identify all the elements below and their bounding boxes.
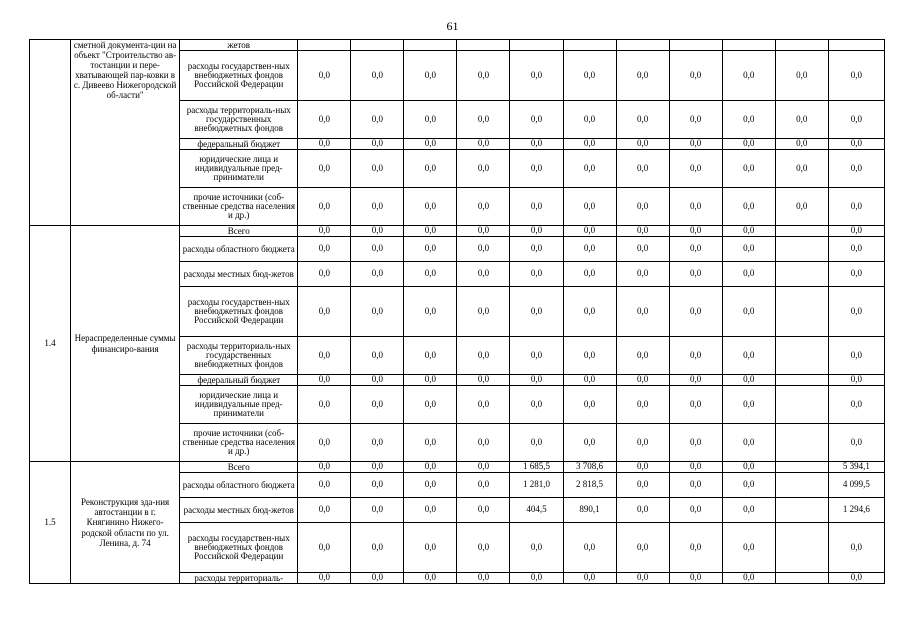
value-cell: 0,0 [510, 424, 563, 462]
value-cell: 0,0 [722, 375, 775, 386]
funding-source: расходы областного бюджета [180, 237, 298, 262]
row-code: 1.5 [30, 462, 71, 584]
row-code: 1.4 [30, 226, 71, 462]
funding-source: расходы государствен-ных внебюджетных фондов Российской Федерации [180, 523, 298, 573]
value-cell: 0,0 [510, 287, 563, 337]
value-cell [775, 462, 828, 473]
value-cell: 0,0 [775, 188, 828, 226]
value-cell: 0,0 [563, 386, 616, 424]
value-cell: 0,0 [669, 237, 722, 262]
value-cell: 0,0 [351, 573, 404, 584]
funding-source: юридические лица и индивидуальные пред-приниматели [180, 150, 298, 188]
value-cell: 0,0 [616, 462, 669, 473]
value-cell: 0,0 [669, 386, 722, 424]
measure-name: сметной документа-ции на объект "Строительство ав-тостанции и пере-хватывающей пар-ковки в с. Дивеево Нижегородской об-ласти" [71, 40, 180, 226]
value-cell: 0,0 [616, 101, 669, 139]
value-cell: 1 294,6 [828, 498, 884, 523]
value-cell: 0,0 [669, 462, 722, 473]
value-cell: 0,0 [457, 337, 510, 375]
value-cell: 0,0 [510, 262, 563, 287]
value-cell: 0,0 [563, 150, 616, 188]
value-cell: 0,0 [563, 101, 616, 139]
value-cell: 0,0 [563, 226, 616, 237]
value-cell: 0,0 [669, 523, 722, 573]
value-cell [404, 40, 457, 51]
value-cell: 0,0 [404, 424, 457, 462]
funding-source: расходы территориаль-ных государственных внебюджетных фондов [180, 101, 298, 139]
value-cell: 0,0 [510, 337, 563, 375]
value-cell: 0,0 [616, 51, 669, 101]
value-cell: 0,0 [669, 188, 722, 226]
value-cell: 3 708,6 [563, 462, 616, 473]
value-cell: 0,0 [351, 424, 404, 462]
value-cell: 0,0 [669, 262, 722, 287]
value-cell: 0,0 [669, 375, 722, 386]
value-cell [457, 40, 510, 51]
value-cell: 0,0 [351, 51, 404, 101]
value-cell [775, 237, 828, 262]
funding-source: федеральный бюджет [180, 375, 298, 386]
value-cell: 0,0 [828, 188, 884, 226]
value-cell: 0,0 [669, 573, 722, 584]
value-cell: 0,0 [828, 287, 884, 337]
value-cell: 0,0 [722, 462, 775, 473]
value-cell: 890,1 [563, 498, 616, 523]
value-cell: 0,0 [669, 150, 722, 188]
value-cell: 0,0 [298, 51, 351, 101]
value-cell: 0,0 [775, 139, 828, 150]
value-cell: 0,0 [298, 337, 351, 375]
value-cell: 0,0 [722, 51, 775, 101]
value-cell: 0,0 [298, 188, 351, 226]
value-cell: 0,0 [351, 150, 404, 188]
value-cell: 0,0 [404, 237, 457, 262]
table-row [30, 40, 885, 51]
value-cell [775, 424, 828, 462]
value-cell: 0,0 [510, 573, 563, 584]
value-cell: 0,0 [669, 337, 722, 375]
value-cell: 0,0 [563, 337, 616, 375]
value-cell: 0,0 [510, 150, 563, 188]
value-cell: 0,0 [457, 523, 510, 573]
funding-source: Всего [180, 462, 298, 473]
value-cell: 0,0 [775, 51, 828, 101]
value-cell: 0,0 [616, 386, 669, 424]
value-cell: 0,0 [616, 337, 669, 375]
value-cell: 0,0 [298, 424, 351, 462]
value-cell: 0,0 [828, 237, 884, 262]
funding-source: прочие источники (соб-ственные средства населения и др.) [180, 424, 298, 462]
value-cell: 0,0 [298, 139, 351, 150]
value-cell: 404,5 [510, 498, 563, 523]
value-cell: 0,0 [404, 498, 457, 523]
value-cell: 0,0 [775, 150, 828, 188]
value-cell: 0,0 [828, 262, 884, 287]
value-cell: 0,0 [457, 287, 510, 337]
value-cell: 0,0 [298, 573, 351, 584]
value-cell: 0,0 [616, 150, 669, 188]
funding-source: расходы территориаль- [180, 573, 298, 584]
value-cell: 0,0 [404, 462, 457, 473]
value-cell: 0,0 [404, 523, 457, 573]
value-cell [775, 386, 828, 424]
value-cell: 0,0 [828, 375, 884, 386]
value-cell: 0,0 [563, 51, 616, 101]
value-cell: 0,0 [563, 188, 616, 226]
value-cell: 0,0 [722, 337, 775, 375]
value-cell: 0,0 [563, 237, 616, 262]
value-cell: 0,0 [298, 462, 351, 473]
funding-source: расходы местных бюд-жетов [180, 498, 298, 523]
value-cell [616, 40, 669, 51]
value-cell: 0,0 [457, 386, 510, 424]
value-cell: 0,0 [722, 150, 775, 188]
value-cell: 0,0 [563, 523, 616, 573]
value-cell: 0,0 [404, 386, 457, 424]
value-cell: 0,0 [298, 237, 351, 262]
value-cell: 0,0 [616, 287, 669, 337]
value-cell: 0,0 [351, 226, 404, 237]
value-cell: 0,0 [669, 498, 722, 523]
funding-source: расходы областного бюджета [180, 473, 298, 498]
value-cell: 0,0 [351, 523, 404, 573]
value-cell: 0,0 [351, 473, 404, 498]
financing-table [29, 39, 885, 584]
value-cell: 0,0 [351, 139, 404, 150]
value-cell: 0,0 [828, 523, 884, 573]
value-cell: 0,0 [563, 375, 616, 386]
value-cell: 0,0 [669, 139, 722, 150]
table-row [30, 462, 885, 473]
value-cell: 0,0 [510, 51, 563, 101]
page-number: 61 [446, 19, 459, 33]
value-cell: 0,0 [404, 262, 457, 287]
value-cell: 0,0 [828, 337, 884, 375]
value-cell [775, 40, 828, 51]
value-cell: 0,0 [404, 188, 457, 226]
value-cell [775, 523, 828, 573]
value-cell: 0,0 [669, 51, 722, 101]
value-cell: 0,0 [351, 386, 404, 424]
value-cell [351, 40, 404, 51]
value-cell: 0,0 [722, 424, 775, 462]
value-cell: 0,0 [457, 462, 510, 473]
value-cell: 0,0 [298, 101, 351, 139]
value-cell [828, 40, 884, 51]
value-cell: 0,0 [404, 139, 457, 150]
value-cell: 0,0 [298, 287, 351, 337]
value-cell: 0,0 [510, 101, 563, 139]
value-cell: 0,0 [722, 262, 775, 287]
value-cell: 5 394,1 [828, 462, 884, 473]
funding-source: расходы местных бюд-жетов [180, 262, 298, 287]
value-cell: 0,0 [722, 523, 775, 573]
value-cell: 0,0 [404, 375, 457, 386]
value-cell: 0,0 [351, 188, 404, 226]
value-cell: 0,0 [775, 101, 828, 139]
value-cell: 0,0 [457, 101, 510, 139]
value-cell: 0,0 [510, 523, 563, 573]
table-body [30, 40, 885, 584]
value-cell: 0,0 [457, 139, 510, 150]
value-cell: 0,0 [457, 237, 510, 262]
value-cell: 0,0 [616, 226, 669, 237]
value-cell: 0,0 [828, 573, 884, 584]
value-cell: 0,0 [457, 498, 510, 523]
value-cell: 0,0 [616, 424, 669, 462]
value-cell [775, 337, 828, 375]
value-cell: 0,0 [457, 226, 510, 237]
value-cell: 0,0 [828, 150, 884, 188]
value-cell: 0,0 [722, 573, 775, 584]
value-cell: 0,0 [351, 237, 404, 262]
value-cell: 0,0 [616, 573, 669, 584]
value-cell: 0,0 [351, 262, 404, 287]
value-cell: 0,0 [404, 473, 457, 498]
value-cell: 0,0 [510, 226, 563, 237]
value-cell [775, 473, 828, 498]
value-cell: 0,0 [404, 337, 457, 375]
funding-source: Всего [180, 226, 298, 237]
value-cell: 1 685,5 [510, 462, 563, 473]
value-cell: 0,0 [510, 386, 563, 424]
value-cell: 0,0 [351, 375, 404, 386]
value-cell: 0,0 [298, 498, 351, 523]
value-cell: 0,0 [616, 139, 669, 150]
value-cell [775, 375, 828, 386]
value-cell: 0,0 [828, 386, 884, 424]
value-cell: 0,0 [404, 573, 457, 584]
value-cell [775, 287, 828, 337]
value-cell: 0,0 [404, 287, 457, 337]
value-cell [775, 498, 828, 523]
value-cell: 0,0 [457, 473, 510, 498]
funding-source: прочие источники (соб-ственные средства населения и др.) [180, 188, 298, 226]
value-cell: 0,0 [457, 573, 510, 584]
value-cell: 0,0 [722, 237, 775, 262]
value-cell: 0,0 [828, 424, 884, 462]
funding-source: юридические лица и индивидуальные пред-приниматели [180, 386, 298, 424]
measure-name: Реконструкция зда-ния автостанции в г. Княгинино Нижего-родской области по ул. Ленина, д. 74 [71, 462, 180, 584]
value-cell: 0,0 [457, 424, 510, 462]
value-cell: 0,0 [722, 226, 775, 237]
value-cell: 0,0 [669, 226, 722, 237]
value-cell: 0,0 [722, 498, 775, 523]
value-cell: 0,0 [828, 101, 884, 139]
value-cell: 0,0 [828, 51, 884, 101]
value-cell [775, 262, 828, 287]
value-cell: 0,0 [616, 188, 669, 226]
value-cell: 0,0 [404, 51, 457, 101]
value-cell: 0,0 [510, 188, 563, 226]
value-cell: 0,0 [563, 262, 616, 287]
funding-source: федеральный бюджет [180, 139, 298, 150]
value-cell: 0,0 [351, 498, 404, 523]
value-cell: 0,0 [616, 523, 669, 573]
value-cell [775, 226, 828, 237]
value-cell [775, 573, 828, 584]
value-cell: 0,0 [722, 188, 775, 226]
value-cell: 0,0 [457, 150, 510, 188]
measure-name: Нераспределенные суммы финансиро-вания [71, 226, 180, 462]
table-row [30, 226, 885, 237]
value-cell [669, 40, 722, 51]
value-cell: 0,0 [616, 473, 669, 498]
value-cell: 0,0 [404, 101, 457, 139]
value-cell: 0,0 [722, 386, 775, 424]
value-cell: 0,0 [510, 139, 563, 150]
value-cell [563, 40, 616, 51]
value-cell: 0,0 [616, 237, 669, 262]
value-cell: 0,0 [669, 473, 722, 498]
value-cell: 0,0 [616, 498, 669, 523]
value-cell: 4 099,5 [828, 473, 884, 498]
value-cell: 0,0 [457, 188, 510, 226]
value-cell: 0,0 [722, 139, 775, 150]
funding-source: расходы государствен-ных внебюджетных фондов Российской Федерации [180, 51, 298, 101]
value-cell: 0,0 [298, 386, 351, 424]
value-cell [298, 40, 351, 51]
value-cell: 0,0 [298, 150, 351, 188]
funding-source: расходы территориаль-ных государственных внебюджетных фондов [180, 337, 298, 375]
row-code [30, 40, 71, 226]
value-cell: 0,0 [351, 462, 404, 473]
value-cell: 0,0 [457, 51, 510, 101]
value-cell: 0,0 [722, 287, 775, 337]
value-cell: 0,0 [828, 139, 884, 150]
value-cell: 0,0 [510, 237, 563, 262]
value-cell: 0,0 [669, 101, 722, 139]
value-cell: 1 281,0 [510, 473, 563, 498]
value-cell [722, 40, 775, 51]
value-cell: 0,0 [298, 375, 351, 386]
value-cell: 0,0 [669, 287, 722, 337]
value-cell: 0,0 [669, 424, 722, 462]
value-cell: 0,0 [298, 473, 351, 498]
value-cell: 0,0 [722, 101, 775, 139]
value-cell: 0,0 [616, 262, 669, 287]
value-cell: 0,0 [563, 424, 616, 462]
value-cell: 0,0 [722, 473, 775, 498]
value-cell: 0,0 [351, 101, 404, 139]
value-cell: 0,0 [616, 375, 669, 386]
value-cell: 0,0 [563, 573, 616, 584]
funding-source: расходы государствен-ных внебюджетных фондов Российской Федерации [180, 287, 298, 337]
value-cell: 0,0 [457, 375, 510, 386]
value-cell: 0,0 [457, 262, 510, 287]
value-cell: 0,0 [563, 139, 616, 150]
value-cell: 0,0 [298, 523, 351, 573]
value-cell: 0,0 [351, 287, 404, 337]
value-cell: 0,0 [298, 226, 351, 237]
value-cell: 0,0 [404, 226, 457, 237]
value-cell: 2 818,5 [563, 473, 616, 498]
value-cell: 0,0 [563, 287, 616, 337]
funding-source: жетов [180, 40, 298, 51]
value-cell: 0,0 [404, 150, 457, 188]
value-cell [510, 40, 563, 51]
value-cell: 0,0 [828, 226, 884, 237]
value-cell: 0,0 [510, 375, 563, 386]
value-cell: 0,0 [298, 262, 351, 287]
value-cell: 0,0 [351, 337, 404, 375]
